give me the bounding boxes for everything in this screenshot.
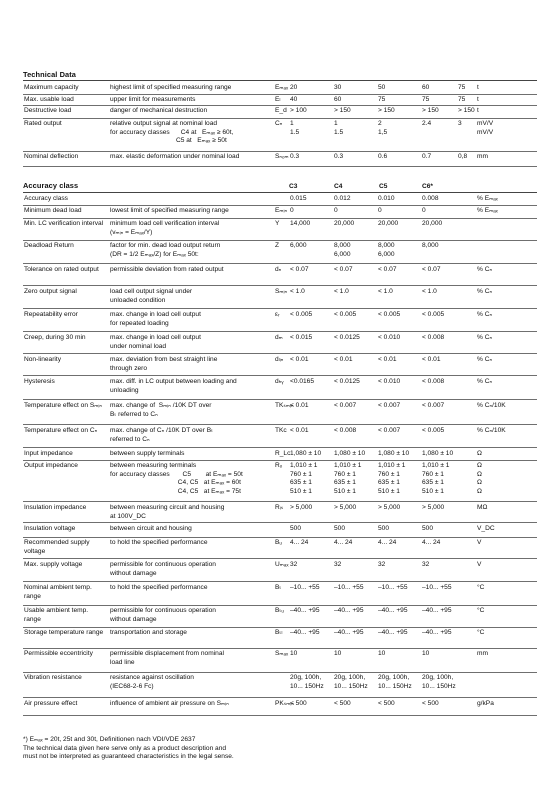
accuracy-value: 0.010 (378, 195, 395, 202)
accuracy-value: < 500 (378, 700, 395, 707)
accuracy-value: 0.015 (290, 195, 307, 202)
tech-value: 2 1,5 (378, 120, 388, 136)
accuracy-value: < 0.01 (422, 356, 441, 363)
accuracy-unit: °C (477, 629, 485, 636)
accuracy-value: < 0.07 (334, 266, 353, 273)
tech-symbol: Eₘₐₓ (275, 84, 289, 91)
row-divider (23, 537, 537, 538)
accuracy-symbol: Rₒ (275, 462, 283, 469)
accuracy-value: –10... +55 (334, 584, 364, 591)
accuracy-unit: % Cₙ (477, 356, 493, 363)
accuracy-value: < 0.01 (290, 427, 309, 434)
accuracy-description: to hold the specified performance (110, 584, 208, 591)
accuracy-value: 500 (422, 525, 434, 532)
accuracy-unit: % Cₙ/10K (477, 427, 506, 434)
accuracy-unit: V (477, 539, 482, 546)
accuracy-value: 8,000 6,000 (378, 242, 395, 258)
accuracy-value: < 0.0125 (334, 334, 360, 341)
tech-value: 0.7 (422, 153, 432, 160)
accuracy-symbol: PKₛₘᵢₙ (275, 700, 295, 707)
accuracy-value: 20,000 (334, 220, 355, 227)
tech-value: 60 (422, 84, 430, 91)
accuracy-value: 20g, 100h, 10... 150Hz (378, 674, 412, 690)
accuracy-value: < 500 (422, 700, 439, 707)
accuracy-value: 0.008 (422, 195, 439, 202)
accuracy-symbol: dₙ (275, 266, 282, 273)
accuracy-description: between circuit and housing (110, 525, 192, 532)
tech-unit: mV/V mV/V (477, 120, 494, 136)
accuracy-value: 0 (422, 207, 426, 214)
accuracy-unit: °C (477, 584, 485, 591)
tech-value: 20 (290, 84, 298, 91)
accuracy-unit: mm (477, 650, 488, 657)
row-divider (23, 105, 537, 106)
row-divider (23, 331, 537, 332)
tech-value: 75 (422, 96, 430, 103)
accuracy-symbol: dₗᵢₙ (275, 356, 284, 363)
accuracy-value: < 0.008 (334, 427, 357, 434)
tech-unit: mm (477, 153, 488, 160)
accuracy-value: –40... +95 (378, 607, 408, 614)
accuracy-value: 20,000 (422, 220, 443, 227)
accuracy-description: factor for min. dead load output return (DR = 1/2 Eₘₐₓ/Z) for Eₘₐₓ 50t: (110, 242, 221, 258)
accuracy-value: > 5,000 (334, 504, 357, 511)
accuracy-value: 1,010 ± 1 760 ± 1 635 ± 1 510 ± 1 (422, 462, 450, 495)
tech-value: > 150 (378, 107, 395, 114)
row-divider (23, 697, 537, 698)
accuracy-param-label: Input impedance (24, 450, 73, 457)
tech-value: > 150 (334, 107, 351, 114)
accuracy-value: < 0.015 (290, 334, 313, 341)
tech-value: 0.3 (334, 153, 344, 160)
row-divider (23, 240, 537, 241)
accuracy-value: –40... +95 (290, 607, 320, 614)
accuracy-value: < 0.005 (422, 311, 445, 318)
row-divider (23, 118, 537, 119)
tech-unit: t (477, 84, 479, 91)
row-divider (23, 627, 537, 628)
accuracy-description: max. change in load cell output for repeated loading (110, 311, 201, 327)
accuracy-value: 8,000 6,000 (334, 242, 351, 258)
accuracy-value: 32 (378, 561, 386, 568)
accuracy-unit: V (477, 561, 482, 568)
accuracy-param-label: Repeatability error (24, 311, 78, 318)
row-divider (23, 94, 537, 95)
accuracy-header-c5: C5 (379, 183, 388, 190)
row-divider (23, 218, 537, 219)
accuracy-description: max. change of Cₙ /10K DT over Bₜ referred to Cₙ (110, 427, 214, 443)
row-divider (23, 308, 537, 309)
tech-value: 60 (334, 96, 342, 103)
accuracy-value: 4... 24 (290, 539, 309, 546)
row-divider (23, 581, 537, 582)
tech-value: > 100 (290, 107, 307, 114)
tech-value: 0.6 (378, 153, 388, 160)
accuracy-value: 1,080 ± 10 (422, 450, 454, 457)
tech-value: > 150 (458, 107, 475, 114)
technical-data-rule (23, 80, 537, 81)
accuracy-class-title: Accuracy class (23, 181, 79, 190)
accuracy-unit: % Cₙ (477, 334, 493, 341)
row-divider (23, 424, 537, 425)
accuracy-value: < 0.005 (378, 311, 401, 318)
accuracy-param-label: Temperature effect on Cₙ (24, 427, 98, 434)
accuracy-description: between measuring terminals for accuracy classes C5 at Eₘₐₓ = 50t C4, C5 at Eₘₐₓ = 60t C4, C5 at Eₘₐₓ = 75t (110, 462, 243, 495)
technical-data-title: Technical Data (23, 70, 77, 79)
accuracy-value: 20g, 100h, 10... 150Hz (334, 674, 368, 690)
accuracy-unit: % Cₙ (477, 311, 493, 318)
accuracy-value: –40... +95 (334, 629, 364, 636)
accuracy-value: 10 (378, 650, 386, 657)
accuracy-value: –40... +95 (378, 629, 408, 636)
accuracy-description: minimum load cell verification interval (vₘᵢₙ = Eₘₐₓ/Y) (110, 220, 220, 236)
accuracy-symbol: εᵣ (275, 311, 280, 318)
accuracy-value: 14,000 (290, 220, 311, 227)
accuracy-symbol: Sₘᵢₙ (275, 288, 288, 295)
accuracy-symbol: dₕᵧ (275, 378, 284, 385)
accuracy-symbol: dₘ (275, 334, 283, 341)
row-divider (23, 263, 537, 264)
row-divider (23, 353, 537, 354)
tech-value: > 150 (422, 107, 439, 114)
accuracy-unit: % Cₙ (477, 288, 493, 295)
accuracy-unit: MΩ (477, 504, 488, 511)
accuracy-value: –10... +55 (290, 584, 320, 591)
accuracy-value: 20g, 100h, 10... 150Hz (422, 674, 456, 690)
accuracy-value: 32 (290, 561, 298, 568)
accuracy-symbol: Bₜₗ (275, 629, 283, 636)
accuracy-description: max. deviation from best straight line through zero (110, 356, 218, 372)
accuracy-value: < 0.005 (334, 311, 357, 318)
tech-value: 50 (378, 84, 386, 91)
row-divider (23, 166, 537, 167)
accuracy-value: 8,000 (422, 242, 439, 249)
accuracy-value: 1,080 ± 10 (290, 450, 322, 457)
accuracy-unit: g/kPa (477, 700, 494, 707)
accuracy-symbol: TKₛₘᵢₙ (275, 402, 294, 409)
accuracy-unit: % Cₙ (477, 378, 493, 385)
accuracy-unit: % Eₘₐₓ (477, 207, 498, 214)
accuracy-param-label: Max. supply voltage (24, 561, 83, 568)
accuracy-param-label: Temperature effect on Sₘᵢₙ (24, 402, 103, 409)
accuracy-param-label: Usable ambient temp. range (24, 607, 89, 623)
tech-param-label: Destructive load (24, 107, 72, 114)
accuracy-unit: % Cₙ (477, 266, 493, 273)
accuracy-value: 500 (290, 525, 302, 532)
accuracy-value: 1,010 ± 1 760 ± 1 635 ± 1 510 ± 1 (290, 462, 318, 495)
accuracy-description: permissible deviation from rated output (110, 266, 224, 273)
row-divider (23, 375, 537, 376)
accuracy-param-label: Non-linearity (24, 356, 62, 363)
accuracy-value: < 500 (334, 700, 351, 707)
accuracy-value: < 0.005 (422, 427, 445, 434)
row-divider (23, 672, 537, 673)
accuracy-value: < 0.007 (378, 402, 401, 409)
tech-value: 0,8 (458, 153, 468, 160)
footnote-disclaimer-2: must not be interpreted as guaranteed characteristics in the legal sense. (23, 753, 234, 760)
accuracy-value: < 0.008 (422, 378, 445, 385)
accuracy-value: 10 (422, 650, 430, 657)
tech-value: 1 1.5 (290, 120, 300, 136)
accuracy-header-c6: C6* (422, 183, 433, 190)
accuracy-symbol: Bₜ (275, 584, 282, 591)
accuracy-value: –40... +95 (334, 607, 364, 614)
accuracy-param-label: Insulation voltage (24, 525, 76, 532)
accuracy-value: < 0.005 (290, 311, 313, 318)
accuracy-param-label: Hysteresis (24, 378, 55, 385)
tech-param-label: Max. usable load (24, 96, 74, 103)
accuracy-param-label: Vibration resistance (24, 674, 82, 681)
accuracy-param-label: Creep, during 30 min (24, 334, 86, 341)
tech-symbol: Cₙ (275, 120, 283, 127)
row-divider (23, 205, 537, 206)
row-divider (23, 605, 537, 606)
accuracy-param-label: Recommended supply voltage (24, 539, 90, 555)
accuracy-value: < 1.0 (334, 288, 349, 295)
accuracy-value: –10... +55 (378, 584, 408, 591)
accuracy-value: 10 (290, 650, 298, 657)
accuracy-value: > 5,000 (290, 504, 313, 511)
accuracy-value: < 0.007 (334, 402, 357, 409)
tech-value: 75 (378, 96, 386, 103)
accuracy-symbol: Rᵢₛ (275, 504, 284, 511)
accuracy-param-label: Accuracy class (24, 195, 68, 202)
accuracy-value: < 0.0125 (334, 378, 360, 385)
row-divider (23, 522, 537, 523)
accuracy-value: –40... +95 (290, 629, 320, 636)
tech-description: danger of mechanical destruction (110, 107, 208, 114)
accuracy-value: < 1.0 (378, 288, 393, 295)
accuracy-value: 4... 24 (422, 539, 441, 546)
accuracy-value: 1,080 ± 10 (334, 450, 366, 457)
tech-value: 75 (458, 84, 466, 91)
accuracy-value: < 0.007 (422, 402, 445, 409)
accuracy-value: 0 (378, 207, 382, 214)
accuracy-value: 4... 24 (334, 539, 353, 546)
accuracy-value: < 1.0 (290, 288, 305, 295)
accuracy-unit: V_DC (477, 525, 495, 532)
accuracy-unit: % Cₙ/10K (477, 402, 506, 409)
accuracy-description: load cell output signal under unloaded condition (110, 288, 193, 304)
accuracy-value: < 0.01 (290, 402, 309, 409)
tech-param-label: Maximum capacity (24, 84, 79, 91)
accuracy-param-label: Insulation impedance (24, 504, 87, 511)
tech-value: 75 (458, 96, 466, 103)
accuracy-value: < 0.07 (422, 266, 441, 273)
tech-description: max. elastic deformation under nominal load (110, 153, 240, 160)
accuracy-description: influence of ambient air pressure on Sₘᵢₙ (110, 700, 229, 707)
accuracy-value: 20g, 100h, 10... 150Hz (290, 674, 324, 690)
tech-value: 40 (290, 96, 298, 103)
tech-value: 0.3 (290, 153, 300, 160)
accuracy-param-label: Zero output signal (24, 288, 77, 295)
accuracy-description: resistance against oscillation (IEC68-2-6 Fc) (110, 674, 194, 690)
accuracy-description: permissible displacement from nominal load line (110, 650, 224, 666)
row-divider (23, 648, 537, 649)
accuracy-param-label: Tolerance on rated output (24, 266, 99, 273)
accuracy-header-c3: C3 (289, 183, 298, 190)
accuracy-value: < 0.01 (290, 356, 309, 363)
tech-symbol: Sₙₒₘ (275, 153, 289, 160)
accuracy-description: permissible for continuous operation without damage (110, 561, 216, 577)
accuracy-description: between measuring circuit and housing at 100V_DC (110, 504, 225, 520)
accuracy-value: < 1.0 (422, 288, 437, 295)
accuracy-description: between supply terminals (110, 450, 185, 457)
row-divider (23, 501, 537, 502)
accuracy-value: 20,000 (378, 220, 399, 227)
row-divider (23, 715, 537, 716)
accuracy-value: < 0.008 (422, 334, 445, 341)
accuracy-value: < 500 (290, 700, 307, 707)
accuracy-param-label: Permissible eccentricity (24, 650, 93, 657)
row-divider (23, 447, 537, 448)
accuracy-value: > 5,000 (422, 504, 445, 511)
accuracy-description: transportation and storage (110, 629, 187, 636)
accuracy-value: 1,010 ± 1 760 ± 1 635 ± 1 510 ± 1 (378, 462, 406, 495)
accuracy-class-rule (23, 192, 537, 193)
accuracy-symbol: R_Lc (275, 450, 291, 457)
accuracy-symbol: Z (275, 242, 280, 249)
accuracy-header-c4: C4 (334, 183, 343, 190)
tech-description: upper limit for measurements (110, 96, 196, 103)
accuracy-symbol: Uₘₐₓ (275, 561, 289, 568)
accuracy-value: < 0.010 (378, 334, 401, 341)
accuracy-symbol: Sₘₐₓ (275, 650, 289, 657)
tech-symbol: E_d (275, 107, 287, 114)
accuracy-param-label: Minimum dead load (24, 207, 82, 214)
accuracy-value: < 0.07 (378, 266, 397, 273)
row-divider (23, 151, 537, 152)
accuracy-value: < 0.01 (334, 356, 353, 363)
accuracy-value: <0.0165 (290, 378, 315, 385)
accuracy-unit: °C (477, 607, 485, 614)
accuracy-value: 500 (378, 525, 390, 532)
accuracy-value: < 0.007 (378, 427, 401, 434)
accuracy-param-label: Output impedance (24, 462, 78, 469)
accuracy-param-label: Storage temperature range (24, 629, 104, 636)
accuracy-value: < 0.01 (378, 356, 397, 363)
accuracy-value: > 5,000 (378, 504, 401, 511)
accuracy-param-label: Min. LC verification interval (24, 220, 104, 227)
accuracy-param-label: Deadload Return (24, 242, 74, 249)
accuracy-value: 500 (334, 525, 346, 532)
accuracy-symbol: Y (275, 220, 280, 227)
accuracy-value: 4... 24 (378, 539, 397, 546)
accuracy-value: 10 (334, 650, 342, 657)
tech-description: highest limit of specified measuring range (110, 84, 232, 91)
tech-unit: t (477, 96, 479, 103)
accuracy-value: 6,000 (290, 242, 307, 249)
accuracy-description: lowest limit of specified measuring range (110, 207, 229, 214)
row-divider (23, 460, 537, 461)
accuracy-value: 32 (422, 561, 430, 568)
accuracy-symbol: TKc (275, 427, 287, 434)
footnote-definition: *) Eₘₐₓ = 20t, 25t and 30t, Definitionen nach VDI/VDE 2637 (23, 736, 196, 743)
accuracy-value: 0.012 (334, 195, 351, 202)
accuracy-unit: Ω (477, 450, 482, 457)
tech-value: 30 (334, 84, 342, 91)
accuracy-param-label: Nominal ambient temp. range (24, 584, 92, 600)
tech-value: 3 (458, 120, 462, 127)
accuracy-symbol: Eₘᵢₙ (275, 207, 288, 214)
accuracy-symbol: Bᵤ (275, 539, 282, 546)
accuracy-description: max. change in load cell output under nominal load (110, 334, 201, 350)
row-divider (23, 558, 537, 559)
accuracy-value: < 0.010 (378, 378, 401, 385)
accuracy-value: –10... +55 (422, 584, 452, 591)
accuracy-value: 32 (334, 561, 342, 568)
accuracy-value: 0 (290, 207, 294, 214)
tech-param-label: Nominal deflection (24, 153, 79, 160)
row-divider (23, 399, 537, 400)
tech-symbol: Eₗ (275, 96, 281, 103)
accuracy-description: max. diff. in LC output between loading and unloading (110, 378, 237, 394)
accuracy-symbol: Bₜᵤ (275, 607, 284, 614)
accuracy-unit: % Eₘₐₓ (477, 195, 498, 202)
accuracy-value: 0 (334, 207, 338, 214)
accuracy-value: –40... +95 (422, 629, 452, 636)
tech-param-label: Rated output (24, 120, 62, 127)
tech-value: 2.4 (422, 120, 432, 127)
accuracy-unit: Ω Ω Ω Ω (477, 462, 482, 495)
accuracy-value: 1,010 ± 1 760 ± 1 635 ± 1 510 ± 1 (334, 462, 362, 495)
tech-value: 1 1.5 (334, 120, 344, 136)
tech-description: relative output signal at nominal load for accuracy classes C4 at Eₘₐₓ ≥ 60t, C5 at Eₘₐₓ ≥ 50t (110, 120, 234, 145)
accuracy-description: max. change of Sₘᵢₙ /10K DT over Bₜ referred to Cₙ (110, 402, 212, 418)
footnote-disclaimer-1: The technical data given here serve only as a product description and (23, 745, 227, 752)
accuracy-description: permissible for continuous operation without damage (110, 607, 216, 623)
accuracy-value: –40... +95 (422, 607, 452, 614)
accuracy-description: to hold the specified performance (110, 539, 208, 546)
accuracy-value: < 0.07 (290, 266, 309, 273)
accuracy-value: 1,080 ± 10 (378, 450, 410, 457)
tech-unit: t (477, 107, 479, 114)
row-divider (23, 285, 537, 286)
accuracy-param-label: Air pressure effect (24, 700, 78, 707)
